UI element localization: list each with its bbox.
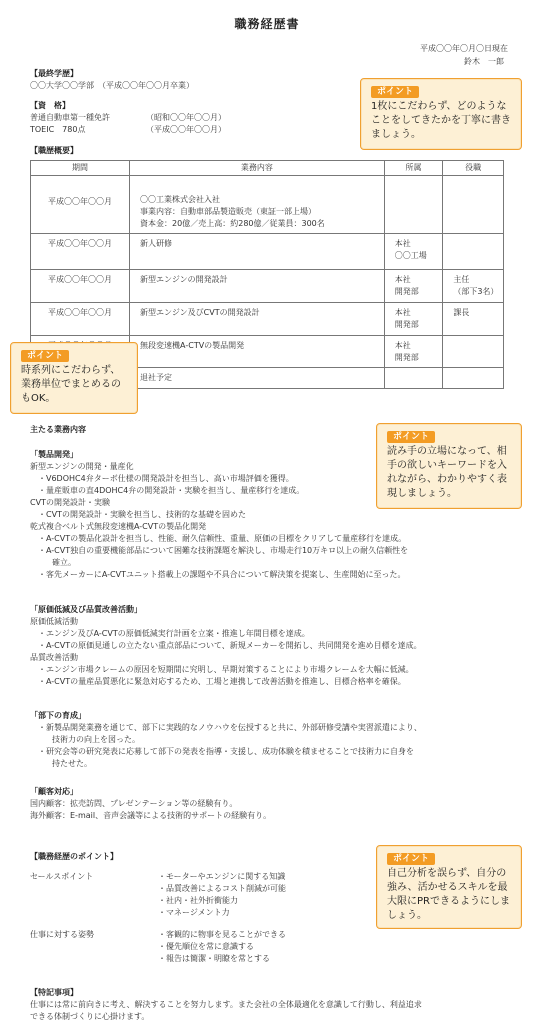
notes-line: 仕事には常に前向きに考え、解決することを努力します。また会社の全体最適化を意識して行動し、利益追求 — [30, 1000, 422, 1009]
notes-section — [30, 987, 520, 1023]
column-header-role: 役職 — [443, 161, 504, 176]
duty-line: 新型エンジンの開発・量産化 — [30, 462, 134, 471]
education-heading: 【最終学歴】 — [30, 69, 78, 78]
summary-heading: 【職歴概要】 — [30, 146, 78, 155]
table-row — [31, 270, 504, 303]
points-list — [158, 871, 286, 919]
cell-period: 平成〇〇年〇〇月 — [31, 176, 130, 234]
column-header-org: 所属 — [384, 161, 443, 176]
duty-group-product — [30, 449, 520, 581]
duty-line: ・研究会等の研究発表に応募して部下の発表を指導・支援し、成功体験を積ませることで技術力に自身を — [38, 747, 414, 756]
duty-group-title: 「原価低減及び品質改善活動」 — [30, 605, 142, 614]
table-row — [31, 234, 504, 270]
point-tag: ポイント — [21, 350, 69, 362]
role-line: （部下3名） — [453, 287, 499, 296]
qualification-name: TOEIC 780点 — [30, 125, 86, 134]
cell-period: 平成〇〇年〇〇月 — [31, 303, 130, 336]
cell-org — [384, 303, 443, 336]
point-tag: ポイント — [387, 853, 435, 865]
cell-work: 退社予定 — [130, 368, 385, 389]
duty-line: ・A-CVTの原価見通しの立たない重点部品について、新規メーカーを開拓し、共同開発を進め目標を達成。 — [38, 641, 422, 650]
qualification-item — [30, 124, 226, 136]
cell-org — [384, 234, 443, 270]
notes-line: できる体制づくりに心掛けます。 — [30, 1012, 150, 1021]
document-date: 平成〇〇年〇月〇日現在 — [420, 44, 508, 53]
applicant-name: 鈴木 一郎 — [464, 57, 504, 66]
qualification-item — [30, 112, 226, 124]
point-item: ・報告は簡潔・明瞭を常とする — [158, 954, 270, 963]
cell-role — [443, 176, 504, 234]
qualification-date: （平成〇〇年〇〇月） — [146, 125, 226, 134]
qualification-name: 普通自動車第一種免許 — [30, 113, 110, 122]
duty-line: 国内顧客：拡売訪問、プレゼンテーション等の経験有り。 — [30, 799, 238, 808]
duty-line: CVTの開発設計・実験 — [30, 498, 110, 507]
point-text: 読み手の立場になって、相手の欲しいキーワードを入れながら、わかりやすく表現しましょう。 — [387, 446, 507, 499]
duty-line: 持たせた。 — [52, 759, 92, 768]
point-tag: ポイント — [371, 86, 419, 98]
duty-line: 確立。 — [52, 558, 76, 567]
org-line: 開発部 — [394, 320, 419, 329]
table-row — [31, 303, 504, 336]
qualifications-section — [30, 100, 226, 136]
work-line: 資本金：20億／売上高：約280億／従業員：300名 — [140, 219, 325, 228]
point-item: ・マネージメント力 — [158, 908, 230, 917]
org-line: 開発部 — [394, 287, 419, 296]
cell-role: 課長 — [443, 303, 504, 336]
duty-line: 原価低減活動 — [30, 617, 78, 626]
qualification-date: （昭和〇〇年〇〇月） — [146, 113, 226, 122]
duty-group-customer — [30, 786, 520, 822]
cell-work: 無段変速機A-CTVの製品開発 — [130, 336, 385, 368]
cell-work: 新人研修 — [130, 234, 385, 270]
duty-line: ・量産販車の直4DOHC4弁の開発設計・実験を担当し、量産移行を達成。 — [38, 486, 305, 495]
duty-group-title: 「製品開発」 — [30, 450, 78, 459]
duties-heading: 主たる業務内容 — [30, 425, 86, 434]
table-row — [31, 176, 504, 234]
cell-org — [384, 270, 443, 303]
duty-line: ・A-CVTの製品化設計を担当し、性能、耐久信頼性、重量、原価の目標をクリアして量産移行を達成。 — [38, 534, 407, 543]
work-line: 〇〇工業株式会社入社 — [140, 195, 221, 204]
role-line: 主任 — [453, 275, 470, 284]
duty-line: 乾式複合ベルト式無段変速機A-CVTの製品化開発 — [30, 522, 207, 531]
cell-role — [443, 234, 504, 270]
duties-section — [30, 424, 520, 436]
org-line: 本社 — [394, 308, 411, 317]
duty-line: 品質改善活動 — [30, 653, 78, 662]
cell-work: 新型エンジンの開発設計 — [130, 270, 385, 303]
column-header-work: 業務内容 — [130, 161, 385, 176]
work-line: 事業内容：自動車部品製造販売（東証一部上場） — [140, 207, 317, 216]
table-header-row — [31, 161, 504, 176]
cell-period: 平成〇〇年〇〇月 — [31, 234, 130, 270]
points-label: セールスポイント — [30, 872, 94, 881]
point-callout — [360, 78, 522, 150]
duty-line: ・客先メーカーにA-CVTユニット搭載上の課題や不具合について解決策を提案し、生産開始に至った。 — [38, 570, 406, 579]
points-list — [158, 929, 286, 965]
education-section — [30, 68, 194, 92]
duty-line: ・新製品開発業務を通じて、部下に実践的なノウハウを伝授すると共に、外部研修受講や実習派遣により、 — [38, 723, 422, 732]
education-text: 〇〇大学〇〇学部 （平成〇〇年〇〇月卒業） — [30, 81, 194, 90]
point-item: ・社内・社外折衝能力 — [158, 896, 238, 905]
org-line: 本社 — [394, 275, 411, 284]
cell-work: 新型エンジン及びCVTの開発設計 — [130, 303, 385, 336]
cell-org — [384, 336, 443, 368]
duty-line: ・A-CVTの量産品質悪化に緊急対応するため、工場と連携して改善活動を推進し、目標合格率を確保。 — [38, 677, 406, 686]
point-item: ・品質改善によるコスト削減が可能 — [158, 884, 286, 893]
point-item: ・モーターやエンジンに関する知識 — [158, 872, 286, 881]
cell-role — [443, 270, 504, 303]
cell-work — [130, 176, 385, 234]
point-tag: ポイント — [387, 431, 435, 443]
point-text: 自己分析を誤らず、自分の強み、活かせるスキルを最大限にPRできるようにしましょう。 — [387, 868, 510, 921]
org-line: 開発部 — [394, 353, 419, 362]
notes-heading: 【特記事項】 — [30, 988, 78, 997]
duty-group-training — [30, 710, 520, 770]
page-title: 職務経歴書 — [234, 17, 300, 31]
org-line: 本社 — [394, 239, 411, 248]
cell-org — [384, 368, 443, 389]
duty-group-title: 「部下の育成」 — [30, 711, 86, 720]
column-header-period: 期間 — [31, 161, 130, 176]
points-label: 仕事に対する姿勢 — [30, 930, 94, 939]
duty-line: 海外顧客：E-mail、音声会議等による技術的サポートの経験有り。 — [30, 811, 272, 820]
cell-org — [384, 176, 443, 234]
duty-line: ・エンジン市場クレームの原因を短期間に究明し、早期対策することにより市場クレームを大幅に低減。 — [38, 665, 414, 674]
org-line: 本社 — [394, 341, 411, 350]
duty-line: ・A-CVT独自の重要機能部品について困難な技術課題を解決し、市場走行10万キロ以上の耐久信頼性を — [38, 546, 409, 555]
cell-role — [443, 336, 504, 368]
point-item: ・優先順位を常に意識する — [158, 942, 254, 951]
cell-role — [443, 368, 504, 389]
duty-line: 技術力の向上を図った。 — [52, 735, 140, 744]
point-text: 時系列にこだわらず、業務単位でまとめるのもOK。 — [21, 365, 121, 404]
point-text: 1枚にこだわらず、どのようなことをしてきたかを丁寧に書きましょう。 — [371, 101, 511, 140]
org-line: 〇〇工場 — [394, 251, 427, 260]
qualifications-heading: 【資 格】 — [30, 101, 70, 110]
duty-group-cost — [30, 604, 520, 688]
cell-period: 平成〇〇年〇〇月 — [31, 270, 130, 303]
duty-group-title: 「顧客対応」 — [30, 787, 78, 796]
point-item: ・客観的に物事を見ることができる — [158, 930, 286, 939]
duty-line: ・CVTの開発設計・実験を担当し、技術的な基礎を固めた — [38, 510, 246, 519]
duty-line: ・V6DOHC4弁ターボ仕様の開発設計を担当し、高い市場評価を獲得。 — [38, 474, 294, 483]
point-callout — [10, 342, 138, 414]
duty-line: ・エンジン及びA-CVTの原価低減実行計画を立案・推進し年間目標を達成。 — [38, 629, 310, 638]
points-heading: 【職務経歴のポイント】 — [30, 852, 118, 861]
